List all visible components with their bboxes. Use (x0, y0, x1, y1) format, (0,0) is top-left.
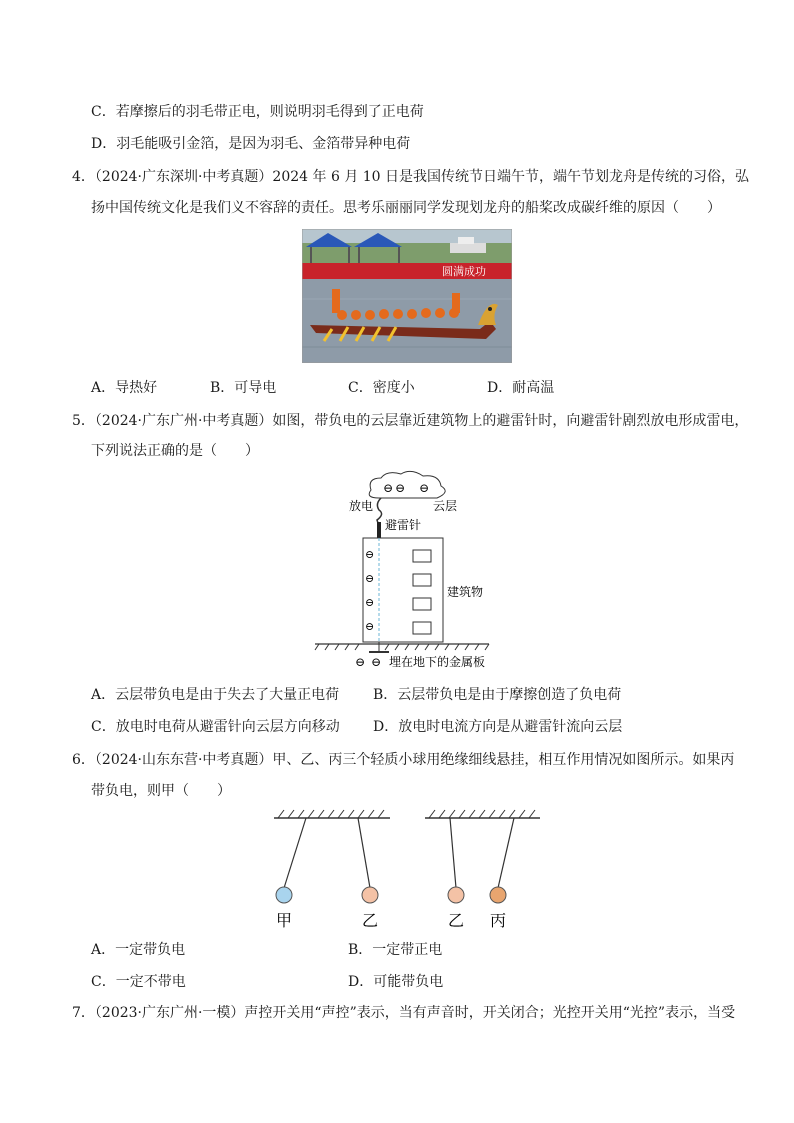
q6-stem-line1: 6．（2024·山东东营·中考真题）甲、乙、丙三个轻质小球用绝缘细线悬挂，相互作用情况如图所示。如果丙 (72, 752, 735, 768)
plate-charge-2: ⊖ (371, 655, 382, 669)
q5-option-c: C．放电时电荷从避雷针向云层方向移动 (91, 719, 340, 735)
plate-charge-1: ⊖ (355, 655, 366, 669)
ball-label-yi-left: 乙 (362, 911, 379, 930)
cloud-charge-2: ⊖ (395, 481, 406, 495)
q5-option-a: A．云层带负电是由于失去了大量正电荷 (91, 687, 340, 703)
q7-stem-line1: 7．（2023·广东广州·一模）声控开关用“声控”表示，当有声音时，开关闭合；光控开关用“光控”表示，当受 (72, 1005, 736, 1021)
label-cloud: 云层 (433, 499, 458, 513)
q4-option-c: C．密度小 (348, 380, 415, 396)
q3-option-c: C．若摩擦后的羽毛带正电，则说明羽毛得到了正电荷 (91, 104, 424, 120)
label-plate: 埋在地下的金属板 (389, 655, 486, 669)
banner-text: 圆满成功 (442, 265, 486, 278)
q5-option-b: B．云层带负电是由于摩擦创造了负电荷 (373, 687, 622, 703)
q3-option-d: D．羽毛能吸引金箔，是因为羽毛、金箔带异种电荷 (91, 136, 411, 152)
label-building: 建筑物 (447, 585, 484, 599)
dragon-boat-photo (302, 229, 512, 363)
ball-label-bing: 丙 (490, 911, 507, 930)
rod-charge-3: ⊖ (365, 596, 375, 609)
q4-option-b: B．可导电 (210, 380, 277, 396)
label-discharge: 放电 (349, 499, 374, 513)
q6-option-b: B．一定带正电 (348, 942, 443, 958)
q4-option-a: A．导热好 (91, 380, 158, 396)
q6-stem-line2: 带负电，则甲（ ） (91, 783, 231, 799)
rod-charge-1: ⊖ (365, 548, 375, 561)
q6-option-d: D．可能带负电 (348, 974, 444, 990)
q6-option-a: A．一定带负电 (91, 942, 186, 958)
cloud-charge-3: ⊖ (419, 481, 430, 495)
q4-stem-line1: 4．（2024·广东深圳·中考真题）2024 年 6 月 10 日是我国传统节日端午节，端午节划龙舟是传统的习俗，弘 (72, 169, 750, 185)
charged-balls-figure (270, 808, 550, 933)
label-rod: 避雷针 (385, 518, 422, 532)
rod-charge-4: ⊖ (365, 620, 375, 633)
ball-label-jia: 甲 (276, 911, 293, 930)
q4-option-d: D．耐高温 (487, 380, 555, 396)
q5-stem-line2: 下列说法正确的是（ ） (91, 443, 259, 459)
rod-charge-2: ⊖ (365, 572, 375, 585)
q5-stem-line1: 5．（2024·广东广州·中考真题）如图，带负电的云层靠近建筑物上的避雷针时，向避雷针剧烈放电形成雷电， (72, 413, 749, 429)
lightning-rod-figure (305, 470, 515, 675)
q6-option-c: C．一定不带电 (91, 974, 186, 990)
q5-option-d: D．放电时电流方向是从避雷针流向云层 (373, 719, 623, 735)
ball-label-yi-right: 乙 (448, 911, 465, 930)
cloud-charge-1: ⊖ (383, 481, 394, 495)
q4-stem-line2: 扬中国传统文化是我们义不容辞的责任。思考乐丽丽同学发现划龙舟的船桨改成碳纤维的原因（ ） (91, 200, 721, 216)
